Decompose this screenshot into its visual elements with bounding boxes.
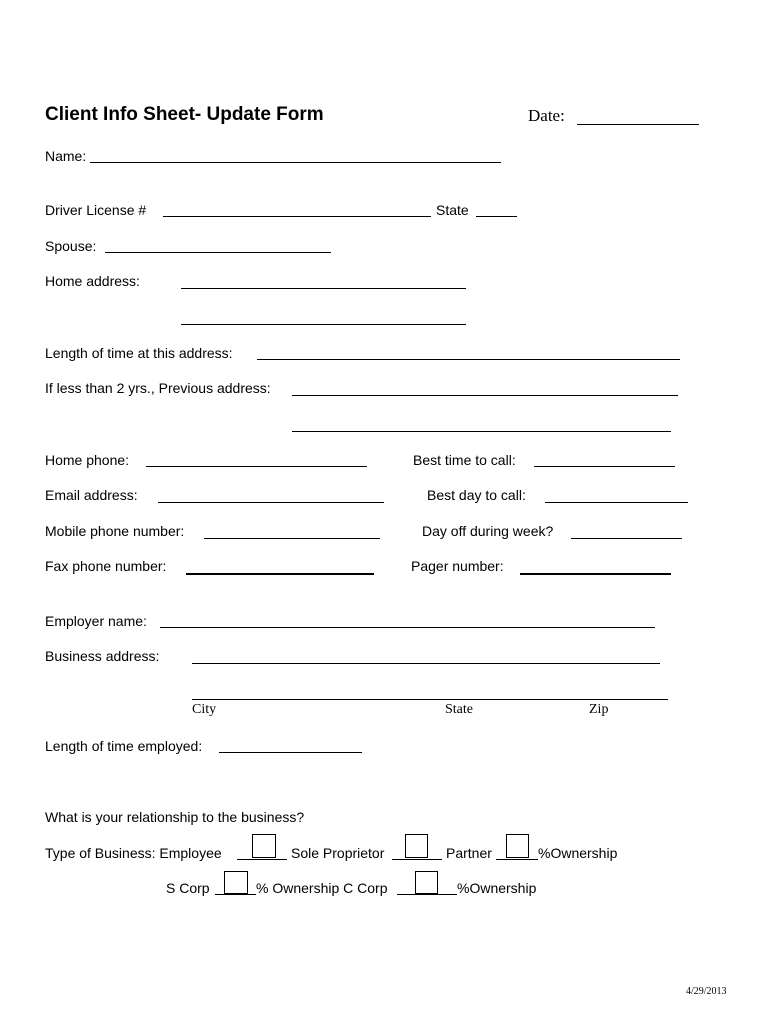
length-at-address-field[interactable] <box>257 359 680 360</box>
previous-address-field-2[interactable] <box>292 431 671 432</box>
sole-proprietor-label: Sole Proprietor <box>291 845 385 861</box>
c-corp-checkbox[interactable] <box>415 871 438 894</box>
day-off-label: Day off during week? <box>422 523 554 539</box>
partner-ownership-label: %Ownership <box>538 845 618 861</box>
day-off-field[interactable] <box>571 538 682 539</box>
city-label: City <box>192 702 217 717</box>
pager-label: Pager number: <box>411 558 504 574</box>
mobile-label: Mobile phone number: <box>45 523 185 539</box>
previous-address-field-1[interactable] <box>292 395 678 396</box>
state-label: State <box>436 202 469 218</box>
sole-proprietor-underline <box>392 859 442 860</box>
s-corp-label: S Corp <box>166 880 210 896</box>
home-phone-field[interactable] <box>146 466 367 467</box>
business-address-label: Business address: <box>45 648 160 664</box>
zip-label: Zip <box>589 702 609 717</box>
business-address-field-1[interactable] <box>192 663 660 664</box>
business-address-field-2[interactable] <box>192 699 668 700</box>
best-time-label: Best time to call: <box>413 452 516 468</box>
home-address-label: Home address: <box>45 273 140 289</box>
previous-address-label: If less than 2 yrs., Previous address: <box>45 380 271 396</box>
length-employed-label: Length of time employed: <box>45 738 203 754</box>
driver-license-field[interactable] <box>163 216 431 217</box>
length-at-address-label: Length of time at this address: <box>45 345 233 361</box>
best-day-field[interactable] <box>545 502 688 503</box>
state-field[interactable] <box>476 216 517 217</box>
fax-field[interactable] <box>186 573 374 575</box>
pager-field[interactable] <box>520 573 671 575</box>
sole-proprietor-checkbox[interactable] <box>405 834 428 858</box>
best-day-label: Best day to call: <box>427 487 526 503</box>
employer-field[interactable] <box>160 627 655 628</box>
home-address-field-2[interactable] <box>181 324 466 325</box>
partner-checkbox[interactable] <box>506 834 529 858</box>
footer-date: 4/29/2013 <box>686 986 727 997</box>
relationship-question: What is your relationship to the business? <box>45 809 305 825</box>
length-employed-field[interactable] <box>219 752 362 753</box>
s-corp-checkbox[interactable] <box>224 871 248 894</box>
fax-label: Fax phone number: <box>45 558 167 574</box>
spouse-field[interactable] <box>105 252 331 253</box>
employee-checkbox[interactable] <box>252 834 276 858</box>
c-corp-label: % Ownership C Corp <box>256 880 388 896</box>
name-label: Name: <box>45 148 87 164</box>
email-field[interactable] <box>158 502 384 503</box>
name-field[interactable] <box>90 162 501 163</box>
home-phone-label: Home phone: <box>45 452 130 468</box>
spouse-label: Spouse: <box>45 238 97 254</box>
employee-underline <box>237 859 287 860</box>
date-field[interactable] <box>577 124 699 125</box>
employer-label: Employer name: <box>45 613 147 629</box>
c-corp-ownership-label: %Ownership <box>457 880 537 896</box>
home-address-field-1[interactable] <box>181 288 466 289</box>
mobile-field[interactable] <box>204 538 380 539</box>
page-title: Client Info Sheet- Update Form <box>45 104 324 125</box>
best-time-field[interactable] <box>534 466 675 467</box>
partner-underline <box>496 859 538 860</box>
business-type-label: Type of Business: Employee <box>45 845 222 861</box>
email-label: Email address: <box>45 487 138 503</box>
business-state-label: State <box>445 702 473 717</box>
s-corp-underline <box>215 894 256 895</box>
c-corp-underline <box>397 894 457 895</box>
partner-label: Partner <box>446 845 492 861</box>
driver-license-label: Driver License # <box>45 202 147 218</box>
date-label: Date: <box>528 106 565 125</box>
